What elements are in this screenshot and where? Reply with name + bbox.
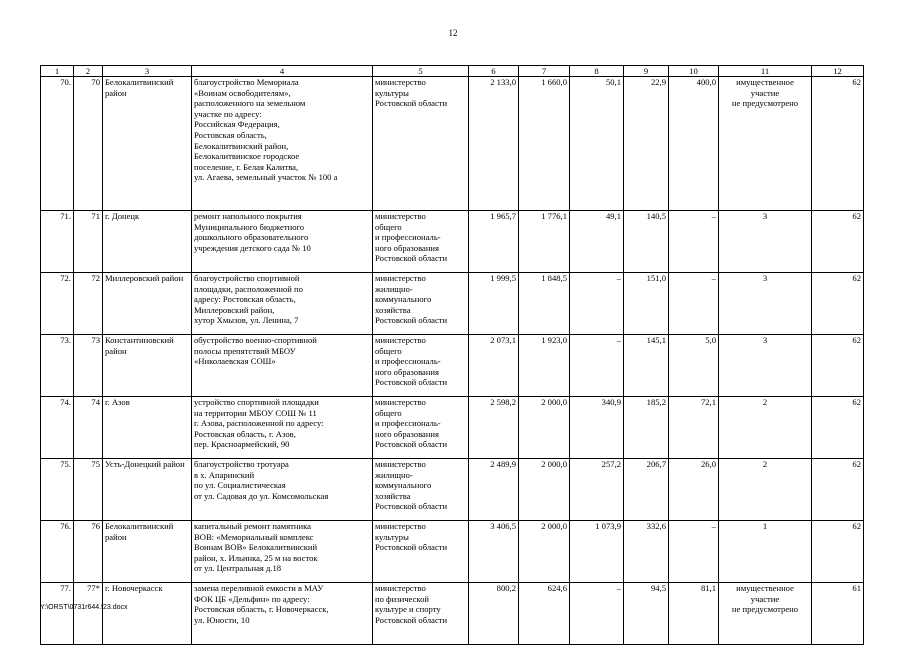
value-col-12: 62 — [812, 335, 864, 397]
table-header — [41, 66, 864, 77]
column-header: 1 — [41, 66, 74, 77]
district: Усть-Донецкий район — [103, 459, 192, 521]
value-col-9: 94,5 — [624, 583, 669, 645]
row-number: 74. — [41, 397, 74, 459]
column-header: 11 — [719, 66, 812, 77]
page-number: 12 — [448, 28, 458, 38]
value-col-12: 62 — [812, 397, 864, 459]
row-number: 72. — [41, 273, 74, 335]
project-description: устройство спортивной площадки на территории МБОУ СОШ № 11 г. Азова, расположенной по адресу: Ростовская область, г. Азов, пер. Красноармейский, 90 — [192, 397, 373, 459]
row-number: 76. — [41, 521, 74, 583]
column-header: 12 — [812, 66, 864, 77]
value-col-10: – — [669, 211, 719, 273]
column-header: 10 — [669, 66, 719, 77]
value-col-7: 2 000,0 — [519, 521, 570, 583]
value-col-7: 2 000,0 — [519, 459, 570, 521]
value-col-7: 1 776,1 — [519, 211, 570, 273]
value-col-6: 1 999,5 — [469, 273, 519, 335]
participation: имущественное участие не предусмотрено — [719, 583, 812, 645]
value-col-9: 151,0 — [624, 273, 669, 335]
responsible-ministry: министерство культуры Ростовской области — [373, 77, 469, 211]
table-row — [41, 77, 864, 211]
table-row — [41, 583, 864, 645]
value-col-9: 145,1 — [624, 335, 669, 397]
column-header: 4 — [192, 66, 373, 77]
value-col-9: 185,2 — [624, 397, 669, 459]
district: Константиновский район — [103, 335, 192, 397]
value-col-10: – — [669, 521, 719, 583]
value-col-8: 1 073,9 — [570, 521, 624, 583]
table-row — [41, 459, 864, 521]
value-col-12: 62 — [812, 459, 864, 521]
value-col-8: 49,1 — [570, 211, 624, 273]
value-col-7: 1 848,5 — [519, 273, 570, 335]
district: г. Азов — [103, 397, 192, 459]
value-col-8: 340,9 — [570, 397, 624, 459]
project-description: ремонт напольного покрытия Муниципального бюджетного дошкольного образовательного учреждения детского сада № 10 — [192, 211, 373, 273]
column-header: 2 — [74, 66, 103, 77]
item-id: 75 — [74, 459, 103, 521]
item-id: 77* — [74, 583, 103, 645]
project-description: капитальный ремонт памятника ВОВ: «Мемориальный комплекс Воинам ВОВ» Белокалитвинский район, х. Ильинка, 25 м на восток от ул. Центральная д.18 — [192, 521, 373, 583]
value-col-8: 50,1 — [570, 77, 624, 211]
responsible-ministry: министерство общего и профессиональ- ного образования Ростовской области — [373, 397, 469, 459]
value-col-10: 26,0 — [669, 459, 719, 521]
participation: 2 — [719, 459, 812, 521]
value-col-12: 61 — [812, 583, 864, 645]
participation: 3 — [719, 273, 812, 335]
file-path-footer: Y:\ORST\0731r644.f23.docx — [40, 604, 128, 611]
table-row — [41, 335, 864, 397]
value-col-9: 206,7 — [624, 459, 669, 521]
value-col-9: 332,6 — [624, 521, 669, 583]
column-header: 9 — [624, 66, 669, 77]
column-header: 6 — [469, 66, 519, 77]
participation: имущественное участие не предусмотрено — [719, 77, 812, 211]
participation: 2 — [719, 397, 812, 459]
project-description: замена переливной емкости в МАУ ФОК ЦБ «Дельфин» по адресу: Ростовская область, г. Новочеркасск, ул. Юности, 10 — [192, 583, 373, 645]
participation: 3 — [719, 211, 812, 273]
value-col-12: 62 — [812, 211, 864, 273]
table-row — [41, 211, 864, 273]
column-header: 7 — [519, 66, 570, 77]
district: Белокалитвинский район — [103, 521, 192, 583]
value-col-10: 400,0 — [669, 77, 719, 211]
row-number: 73. — [41, 335, 74, 397]
column-header: 8 — [570, 66, 624, 77]
value-col-6: 1 965,7 — [469, 211, 519, 273]
responsible-ministry: министерство жилищно- коммунального хозяйства Ростовской области — [373, 273, 469, 335]
project-description: благоустройство тротуара в х. Апаринский по ул. Социалистическая от ул. Садовая до ул. Комсомольская — [192, 459, 373, 521]
value-col-6: 2 489,9 — [469, 459, 519, 521]
participation: 3 — [719, 335, 812, 397]
value-col-7: 2 000,0 — [519, 397, 570, 459]
project-description: обустройство военно-спортивной полосы препятствий МБОУ «Николаевская СОШ» — [192, 335, 373, 397]
project-description: благоустройство спортивной площадки, расположенной по адресу: Ростовская область, Миллеровский район, хутор Хмызов, ул. Ленина, 7 — [192, 273, 373, 335]
responsible-ministry: министерство по физической культуре и спорту Ростовской области — [373, 583, 469, 645]
value-col-12: 62 — [812, 521, 864, 583]
row-number: 70. — [41, 77, 74, 211]
value-col-8: – — [570, 335, 624, 397]
projects-table — [40, 65, 864, 645]
value-col-9: 140,5 — [624, 211, 669, 273]
district: г. Донецк — [103, 211, 192, 273]
item-id: 71 — [74, 211, 103, 273]
value-col-7: 1 923,0 — [519, 335, 570, 397]
project-description: благоустройство Мемориала «Воинам освободителям», расположенного на земельном участке по адресу: Российская Федерация, Ростовская область, Белокалитвинский район, Белокалитвинское городское поселение, г. Белая Калитва, ул. Агаева, земельный участок № 100 а — [192, 77, 373, 211]
value-col-6: 800,2 — [469, 583, 519, 645]
district: Миллеровский район — [103, 273, 192, 335]
value-col-9: 22,9 — [624, 77, 669, 211]
value-col-10: 81,1 — [669, 583, 719, 645]
value-col-7: 1 660,0 — [519, 77, 570, 211]
item-id: 73 — [74, 335, 103, 397]
responsible-ministry: министерство общего и профессиональ- ного образования Ростовской области — [373, 211, 469, 273]
participation: 1 — [719, 521, 812, 583]
value-col-8: – — [570, 583, 624, 645]
item-id: 72 — [74, 273, 103, 335]
value-col-6: 2 133,0 — [469, 77, 519, 211]
value-col-8: – — [570, 273, 624, 335]
value-col-6: 3 406,5 — [469, 521, 519, 583]
responsible-ministry: министерство общего и профессиональ- ного образования Ростовской области — [373, 335, 469, 397]
responsible-ministry: министерство жилищно- коммунального хозяйства Ростовской области — [373, 459, 469, 521]
row-number: 77. — [41, 583, 74, 645]
table-body — [41, 77, 864, 645]
column-header: 5 — [373, 66, 469, 77]
item-id: 74 — [74, 397, 103, 459]
value-col-8: 257,2 — [570, 459, 624, 521]
row-number: 71. — [41, 211, 74, 273]
value-col-10: 72,1 — [669, 397, 719, 459]
table-row — [41, 521, 864, 583]
value-col-7: 624,6 — [519, 583, 570, 645]
table-row — [41, 273, 864, 335]
value-col-12: 62 — [812, 273, 864, 335]
table-row — [41, 397, 864, 459]
column-header: 3 — [103, 66, 192, 77]
value-col-12: 62 — [812, 77, 864, 211]
value-col-6: 2 073,1 — [469, 335, 519, 397]
item-id: 70 — [74, 77, 103, 211]
value-col-10: 5,0 — [669, 335, 719, 397]
value-col-10: – — [669, 273, 719, 335]
value-col-6: 2 598,2 — [469, 397, 519, 459]
district: г. Новочеркасск — [103, 583, 192, 645]
row-number: 75. — [41, 459, 74, 521]
district: Белокалитвинский район — [103, 77, 192, 211]
responsible-ministry: министерство культуры Ростовской области — [373, 521, 469, 583]
item-id: 76 — [74, 521, 103, 583]
